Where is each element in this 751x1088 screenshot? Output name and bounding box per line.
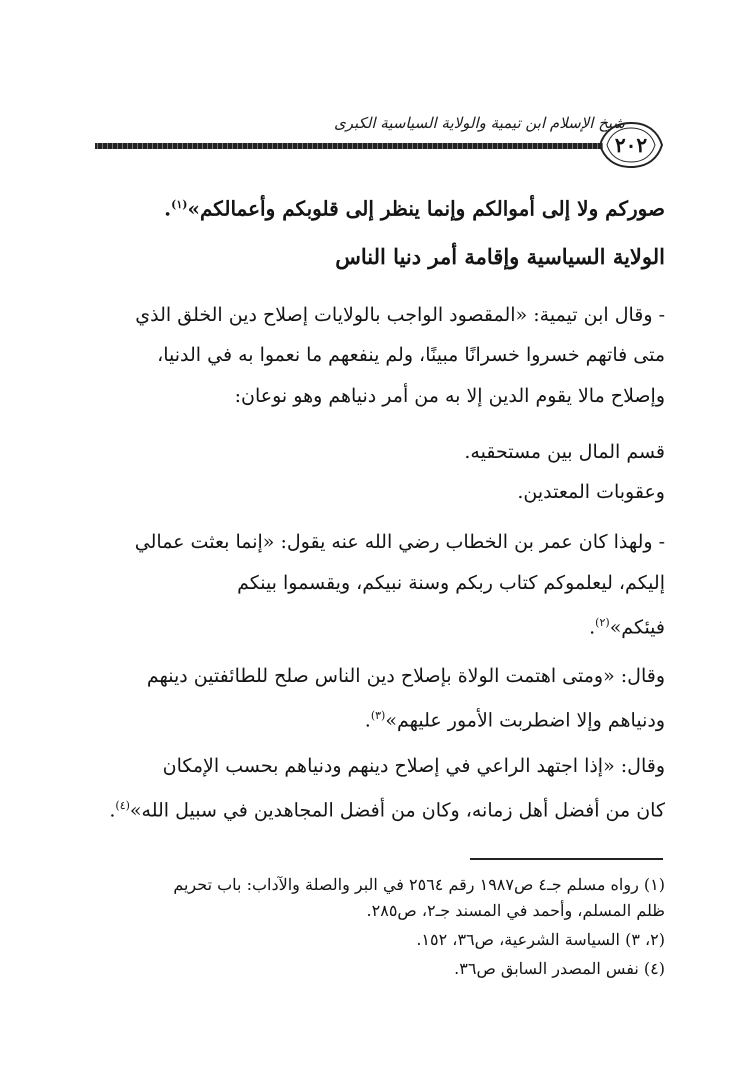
text-line: وقال: «إذا اجتهد الراعي في إصلاح دينهم ودنياهم بحسب الإمكان xyxy=(162,755,665,777)
page-number: ٢٠٢ xyxy=(614,133,648,157)
footnote-ref: (١) xyxy=(171,198,188,211)
quote-end: فيئكم» xyxy=(609,616,665,639)
text-line: - وقال ابن تيمية: «المقصود الواجب بالولايات إصلاح دين الخلق الذي xyxy=(135,304,665,326)
footnote-line: (٤) نفس المصدر السابق ص٣٦. xyxy=(454,959,665,978)
footnote-line: (١) رواه مسلم جـ٤ ص١٩٨٧ رقم ٢٥٦٤ في البر والصلة والآداب: باب تحريم xyxy=(173,875,665,894)
text-line: - ولهذا كان عمر بن الخطاب رضي الله عنه يقول: «إنما بعثت عمالي xyxy=(134,531,665,553)
text-line xyxy=(164,190,665,224)
footnote-line: (٢، ٣) السياسة الشرعية، ص٣٦، ١٥٢. xyxy=(416,930,665,949)
text-line: إليكم، ليعلموكم كتاب ربكم وسنة نبيكم، ويقسموا بينكم xyxy=(237,572,665,594)
punctuation: . xyxy=(164,196,172,221)
text-line xyxy=(109,791,665,825)
running-header-title: شيخ الإسلام ابن تيمية والولاية السياسية الكبرى xyxy=(333,114,625,132)
punctuation: . xyxy=(589,616,596,639)
section-heading: الولاية السياسية وإقامة أمر دنيا الناس xyxy=(335,244,665,269)
text-line: وعقوبات المعتدين. xyxy=(517,481,665,503)
text-line: متى فاتهم خسروا خسرانًا مبينًا، ولم ينفعهم ما نعموا به في الدنيا، xyxy=(157,344,665,366)
text-line xyxy=(365,701,665,735)
footnote-ref: (٣) xyxy=(370,709,386,722)
text-line xyxy=(589,608,665,642)
footnote-line: ظلم المسلم، وأحمد في المسند جـ٢، ص٢٨٥. xyxy=(366,901,665,920)
text-line: قسم المال بين مستحقيه. xyxy=(464,441,665,463)
text-line: وإصلاح مالا يقوم الدين إلا به من أمر دنياهم وهو نوعان: xyxy=(234,385,665,407)
quote-end: ودنياهم وإلا اضطربت الأمور عليهم» xyxy=(385,709,665,732)
footnote-ref: (٤) xyxy=(115,799,130,812)
footnote-ref: (٢) xyxy=(595,616,610,629)
quote-end: كان من أفضل أهل زمانه، وكان من أفضل المجاهدين في سبيل الله» xyxy=(129,799,665,822)
footnote-separator xyxy=(470,858,663,860)
punctuation: . xyxy=(364,709,371,732)
punctuation: . xyxy=(109,799,116,822)
hadith-end: صوركم ولا إلى أموالكم وإنما ينظر إلى قلوبكم وأعمالكم» xyxy=(187,196,665,221)
text-line: وقال: «ومتى اهتمت الولاة بإصلاح دين الناس صلح للطائفتين دينهم xyxy=(146,665,665,687)
header-rule xyxy=(95,143,603,149)
